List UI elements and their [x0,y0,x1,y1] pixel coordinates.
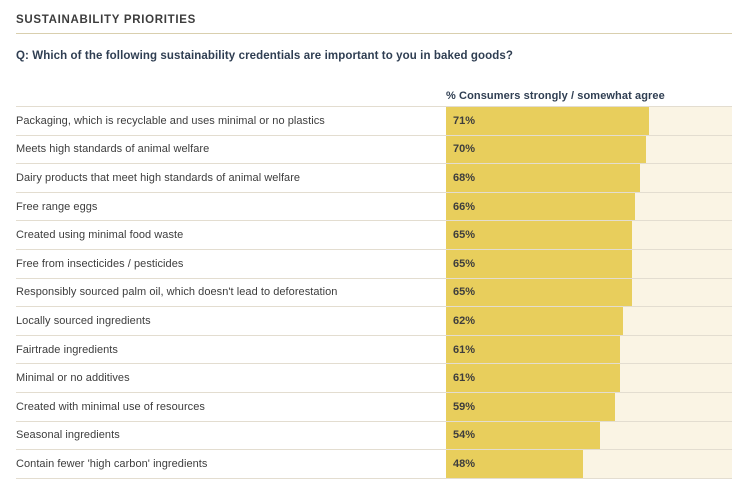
bar-value-label: 62% [453,314,476,327]
bar-value-label: 66% [453,200,476,213]
bar-fill [446,164,640,192]
title-divider [16,33,732,34]
bar-category-label: Seasonal ingredients [16,429,120,442]
bar-category-label: Created with minimal use of resources [16,400,205,413]
bar-value-label: 65% [453,229,476,242]
bar-track [446,307,732,335]
axis-label-row [16,80,732,102]
table-row [16,192,732,221]
bar-rows [16,106,732,479]
bar-category-label: Free from insecticides / pesticides [16,257,184,270]
bar-track [446,364,732,392]
table-row [16,220,732,249]
bar-track [446,422,732,450]
bar-category-label: Fairtrade ingredients [16,343,118,356]
bar-track [446,136,732,164]
table-row [16,278,732,307]
bar-category-label: Contain fewer 'high carbon' ingredients [16,457,208,470]
bar-track [446,221,732,249]
bar-value-label: 59% [453,400,476,413]
bar-category-label: Dairy products that meet high standards of animal welfare [16,171,301,184]
bar-category-label: Packaging, which is recyclable and uses minimal or no plastics [16,114,325,127]
table-row [16,106,732,135]
bar-value-label: 61% [453,372,476,385]
bar-value-label: 65% [453,286,476,299]
bar-value-label: 48% [453,457,476,470]
table-row [16,135,732,164]
bar-value-label: 61% [453,343,476,356]
bar-track [446,336,732,364]
x-axis-label: % Consumers strongly / somewhat agree [446,90,665,102]
table-row [16,335,732,364]
table-row [16,249,732,278]
survey-question: Q: Which of the following sustainability credentials are important to you in baked goods? [16,50,514,62]
bar-category-label: Minimal or no additives [16,372,130,385]
bar-track [446,250,732,278]
bar-category-label: Free range eggs [16,200,98,213]
bar-track [446,164,732,192]
bar-category-label: Locally sourced ingredients [16,314,151,327]
table-row [16,163,732,192]
bar-value-label: 68% [453,171,476,184]
bar-value-label: 71% [453,114,476,127]
bar-value-label: 65% [453,257,476,270]
bar-track [446,193,732,221]
table-row [16,449,732,479]
bar-value-label: 54% [453,429,476,442]
bar-category-label: Created using minimal food waste [16,229,184,242]
table-row [16,363,732,392]
bar-category-label: Responsibly sourced palm oil, which doesn't lead to deforestation [16,286,338,299]
bar-track [446,107,732,135]
table-row [16,306,732,335]
bar-chart [16,80,732,479]
page-title: SUSTAINABILITY PRIORITIES [16,14,197,26]
table-row [16,421,732,450]
bar-fill [446,107,649,135]
bar-track [446,279,732,307]
bar-fill [446,136,646,164]
bar-value-label: 70% [453,143,476,156]
table-row [16,392,732,421]
bar-category-label: Meets high standards of animal welfare [16,143,210,156]
bar-track [446,393,732,421]
